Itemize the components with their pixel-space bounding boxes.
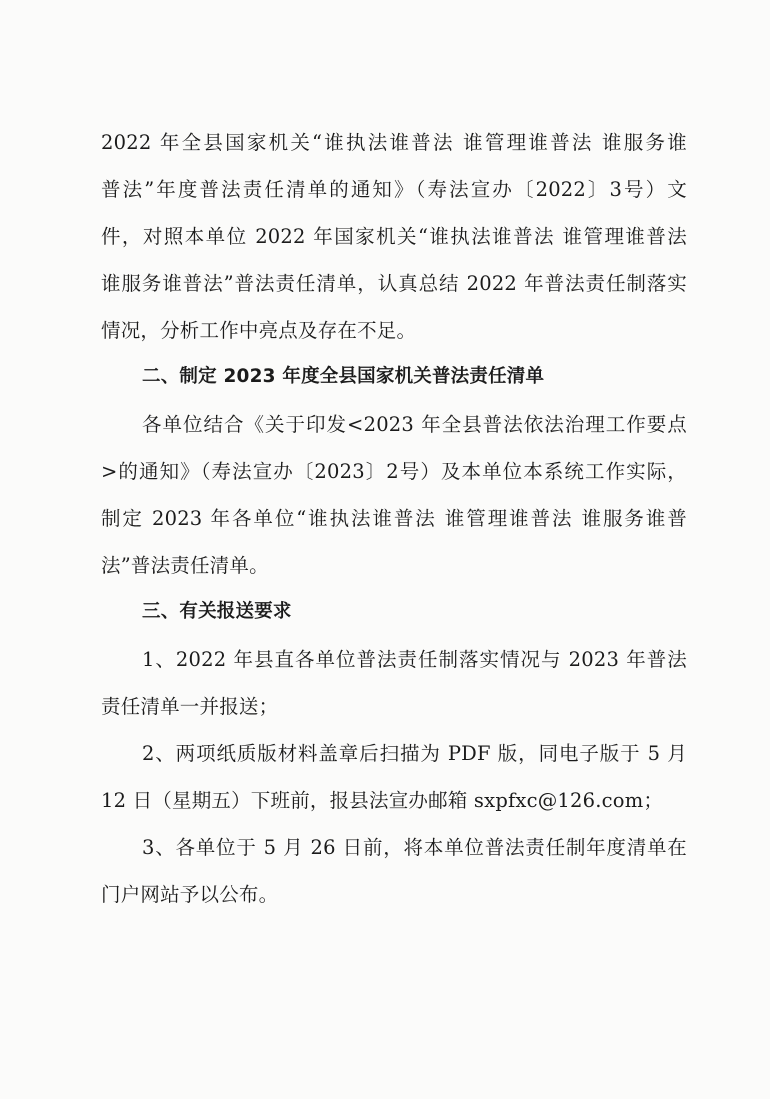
- list-item-continuation: 门户网站予以公布。: [101, 883, 279, 906]
- list-item-continuation: 责任清单一并报送；: [101, 695, 279, 718]
- paragraph-line: >的通知》（寿法宣办〔2023〕2号）及本单位本系统工作实际，: [101, 460, 687, 483]
- list-item: 2、两项纸质版材料盖章后扫描为 PDF 版，同电子版于 5 月: [142, 742, 687, 765]
- paragraph-line: 法”普法责任清单。: [101, 554, 269, 577]
- section-heading: 三、有关报送要求: [142, 601, 292, 622]
- paragraph-line: 制定 2023 年各单位“谁执法谁普法 谁管理谁普法 谁服务谁普: [101, 507, 687, 530]
- list-item-continuation: 12 日（星期五）下班前，报县法宣办邮箱 sxpfxc@126.com；: [101, 789, 664, 812]
- paragraph-line: 普法”年度普法责任清单的通知》（寿法宣办〔2022〕3号）文: [101, 178, 687, 201]
- paragraph-line: 各单位结合《关于印发<2023 年全县普法依法治理工作要点: [142, 413, 687, 436]
- list-item: 3、各单位于 5 月 26 日前，将本单位普法责任制年度清单在: [142, 836, 687, 859]
- list-item: 1、2022 年县直各单位普法责任制落实情况与 2023 年普法: [142, 648, 687, 671]
- paragraph-line: 情况，分析工作中亮点及存在不足。: [101, 319, 417, 342]
- paragraph-line: 2022 年全县国家机关“谁执法谁普法 谁管理谁普法 谁服务谁: [101, 131, 687, 154]
- paragraph-line: 谁服务谁普法”普法责任清单，认真总结 2022 年普法责任制落实: [101, 272, 687, 295]
- paragraph-line: 件，对照本单位 2022 年国家机关“谁执法谁普法 谁管理谁普法: [101, 225, 687, 248]
- section-heading: 二、制定 2023 年度全县国家机关普法责任清单: [142, 366, 545, 387]
